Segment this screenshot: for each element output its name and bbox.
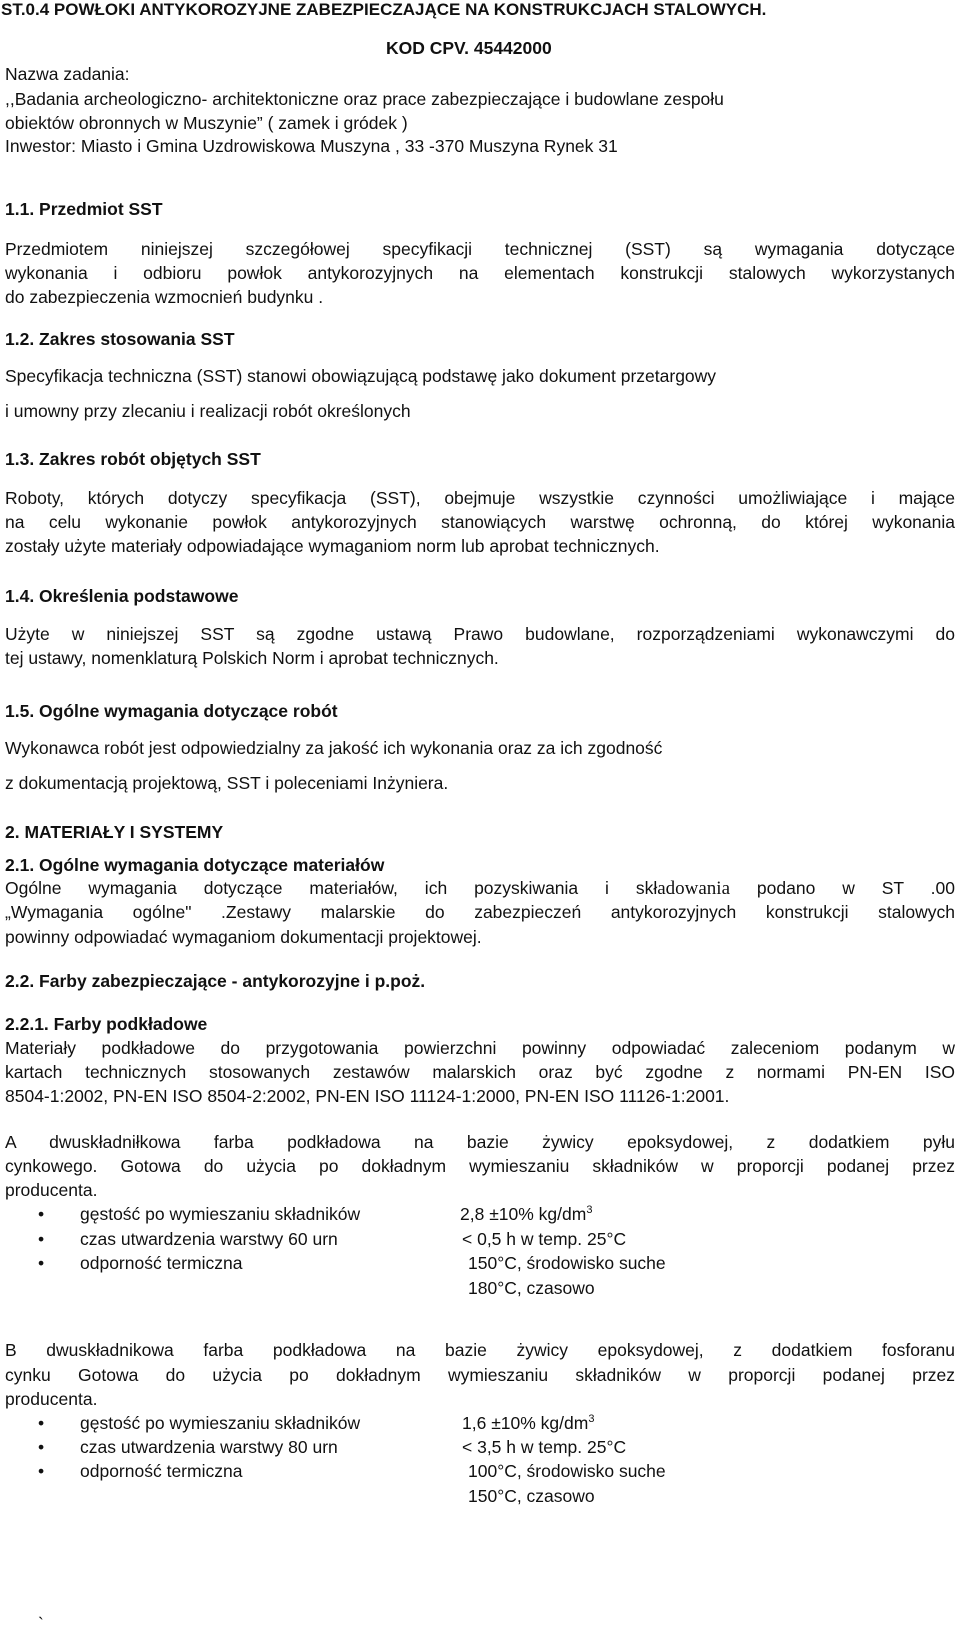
section-1-3-line-3: zostały użyte materiały odpowiadające wymaganiom norm lub aprobat technicznych. xyxy=(5,536,660,556)
section-2-1-line-2: „Wymagania ogólne" .Zestawy malarskie do zabezpieczeń antykorozyjnych konstrukcji stalowych xyxy=(5,902,955,922)
property-value-text: 1,6 ±10% kg/dm xyxy=(462,1413,589,1433)
section-1-5-heading: 1.5. Ogólne wymagania dotyczące robót xyxy=(5,701,338,721)
property-label: odporność termiczna xyxy=(80,1253,243,1273)
task-name-line-1: ,,Badania archeologiczno- architektoniczne oraz prace zabezpieczające i budowlane zespołu xyxy=(5,89,724,109)
property-value: 150°C, środowisko suche xyxy=(468,1253,666,1273)
section-2-heading: 2. MATERIAŁY I SYSTEMY xyxy=(5,822,224,842)
section-1-2-heading: 1.2. Zakres stosowania SST xyxy=(5,329,235,349)
paint-a-property-row xyxy=(0,1251,960,1276)
task-name-line-2: obiektów obronnych w Muszynie” ( zamek i gródek ) xyxy=(5,113,408,133)
section-1-5-line-1: Wykonawca robót jest odpowiedzialny za jakość ich wykonania oraz za ich zgodność xyxy=(5,738,663,758)
section-1-5-line-2: z dokumentacją projektową, SST i poleceniami Inżyniera. xyxy=(5,773,449,793)
section-2-1-heading: 2.1. Ogólne wymagania dotyczące materiałów xyxy=(5,855,385,875)
section-1-2-line-2: i umowny przy zlecaniu i realizacji robót określonych xyxy=(5,401,411,421)
paint-b-property-row xyxy=(0,1459,960,1484)
page-bottom-mark: ` xyxy=(38,1614,44,1634)
property-value: 100°C, środowisko suche xyxy=(468,1461,666,1481)
paint-a-property-row xyxy=(0,1227,960,1252)
section-2-2-1-line-3: 8504-1:2002, PN-EN ISO 8504-2:2002, PN-EN ISO 11124-1:2000, PN-EN ISO 11126-1:2001. xyxy=(5,1086,730,1106)
bullet: • xyxy=(38,1229,45,1249)
cpv-code: KOD CPV. 45442000 xyxy=(386,38,552,58)
section-1-1-heading: 1.1. Przedmiot SST xyxy=(5,199,163,219)
paint-a-extra-value: 180°C, czasowo xyxy=(468,1278,595,1298)
section-1-3-line-1: Roboty, których dotyczy specyfikacja (SST), obejmuje wszystkie czynności umożliwiające i mające xyxy=(5,488,955,508)
bullet: • xyxy=(38,1413,45,1433)
paint-a-line-1: A dwuskładniłkowa farba podkładowa na bazie żywicy epoksydowej, z dodatkiem pyłu xyxy=(5,1132,955,1152)
section-1-3-line-2: na celu wykonanie powłok antykorozyjnych stanowiących warstwę ochronną, do której wykonania xyxy=(5,512,955,532)
section-2-2-1-line-1: Materiały podkładowe do przygotowania powierzchni powinny odpowiadać zaleceniom podanym w xyxy=(5,1038,955,1058)
property-label: gęstość po wymieszaniu składników xyxy=(80,1413,361,1433)
paint-b-line-1: B dwuskładnikowa farba podkładowa na bazie żywicy epoksydowej, z dodatkiem fosforanu xyxy=(5,1340,955,1360)
section-1-1-line-3: do zabezpieczenia wzmocnień budynku . xyxy=(5,287,324,307)
bullet: • xyxy=(38,1461,45,1481)
superscript: 3 xyxy=(588,1413,595,1425)
paint-a-line-3: producenta. xyxy=(5,1180,98,1200)
paint-a-line-2: cynkowego. Gotowa do użycia po dokładnym wymieszaniu składników w proporcji podanej przez xyxy=(5,1156,955,1176)
bullet: • xyxy=(38,1437,45,1457)
superscript: 3 xyxy=(586,1204,593,1216)
property-value xyxy=(460,1202,592,1227)
paint-a-property-row xyxy=(0,1202,960,1227)
paint-b-property-row xyxy=(0,1435,960,1460)
section-1-3-heading: 1.3. Zakres robót objętych SST xyxy=(5,449,261,469)
section-1-2-line-1: Specyfikacja techniczna (SST) stanowi obowiązującą podstawę jako dokument przetargowy xyxy=(5,366,717,386)
section-2-2-1-line-2: kartach technicznych stosowanych zestawów malarskich oraz być zgodne z normami PN-EN ISO xyxy=(5,1062,955,1082)
property-label: gęstość po wymieszaniu składników xyxy=(80,1204,361,1224)
bullet: • xyxy=(38,1253,45,1273)
section-1-1-line-2: wykonania i odbioru powłok antykorozyjnych na elementach konstrukcji stalowych wykorzystanych xyxy=(5,263,955,283)
paint-b-property-row xyxy=(0,1411,960,1436)
section-2-1-line-1-part-c: podano w ST .00 xyxy=(730,878,956,898)
section-2-1-line-3: powinny odpowiadać wymaganiom dokumentacji projektowej. xyxy=(5,927,482,947)
property-value: < 0,5 h w temp. 25°C xyxy=(462,1229,627,1249)
property-label: czas utwardzenia warstwy 80 urn xyxy=(80,1437,338,1457)
section-1-4-line-1: Użyte w niniejszej SST są zgodne ustawą Prawo budowlane, rozporządzeniami wykonawczymi do xyxy=(5,624,955,644)
property-value: < 3,5 h w temp. 25°C xyxy=(462,1437,627,1457)
section-2-1-line-1-part-b: adowania xyxy=(657,878,731,899)
property-label: czas utwardzenia warstwy 60 urn xyxy=(80,1229,338,1249)
section-1-4-heading: 1.4. Określenia podstawowe xyxy=(5,586,239,606)
section-2-1-line-1-part-a: Ogólne wymagania dotyczące materiałów, ich pozyskiwania i skł xyxy=(5,878,658,898)
section-2-1-line-1 xyxy=(5,876,955,901)
paint-b-line-2: cynku Gotowa do użycia po dokładnym wymieszaniu składników w proporcji podanej przez xyxy=(5,1365,955,1385)
section-2-2-1-heading: 2.2.1. Farby podkładowe xyxy=(5,1014,208,1034)
paint-b-line-3: producenta. xyxy=(5,1389,98,1409)
property-value-text: 2,8 ±10% kg/dm xyxy=(460,1204,587,1224)
property-label: odporność termiczna xyxy=(80,1461,243,1481)
bullet: • xyxy=(38,1204,45,1224)
section-1-4-line-2: tej ustawy, nomenklaturą Polskich Norm i aprobat technicznych. xyxy=(5,648,499,668)
document-title: ST.0.4 POWŁOKI ANTYKOROZYJNE ZABEZPIECZAJĄCE NA KONSTRUKCJACH STALOWYCH. xyxy=(1,0,767,19)
task-name-label: Nazwa zadania: xyxy=(5,64,130,84)
paint-b-extra-value: 150°C, czasowo xyxy=(468,1486,595,1506)
property-value xyxy=(462,1411,594,1436)
investor-line: Inwestor: Miasto i Gmina Uzdrowiskowa Muszyna , 33 -370 Muszyna Rynek 31 xyxy=(5,136,618,156)
section-2-2-heading: 2.2. Farby zabezpieczające - antykorozyjne i p.poż. xyxy=(5,971,426,991)
section-1-1-line-1: Przedmiotem niniejszej szczegółowej specyfikacji technicznej (SST) są wymagania dotyczące xyxy=(5,239,955,259)
